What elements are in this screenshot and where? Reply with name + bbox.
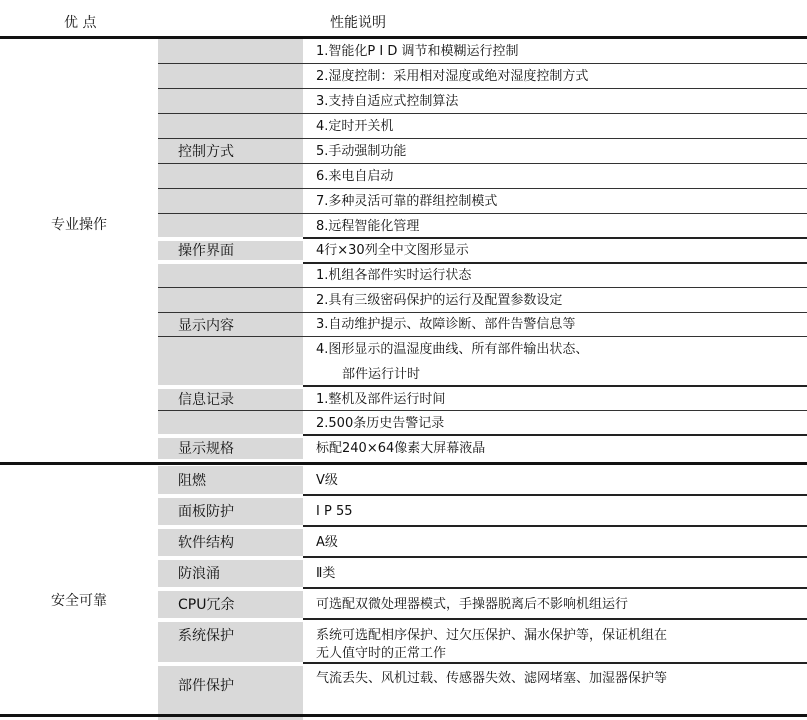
category-display-content: 显示内容 [178, 318, 234, 334]
control-item: 8.远程智能化管理 [316, 219, 420, 234]
system-value: 系统可选配相序保护、过欠压保护、漏水保护等，保证机组在 [316, 628, 668, 643]
group-gap [158, 662, 303, 666]
table-row [158, 89, 807, 114]
group-gap [158, 556, 303, 560]
category-surge: 防浪涌 [178, 566, 220, 582]
table-row [158, 139, 807, 164]
category-software: 软件结构 [178, 535, 234, 551]
display-item: 3.自动维护提示、故障诊断、部件告警信息等 [316, 317, 576, 332]
table-row [158, 496, 807, 527]
table-row [158, 558, 807, 589]
control-item: 6.来电自启动 [316, 169, 394, 184]
category-panel: 面板防护 [178, 504, 234, 520]
category-component: 部件保护 [178, 678, 234, 694]
group-gap [158, 525, 303, 529]
flame-value: V级 [316, 473, 338, 488]
software-value: A级 [316, 535, 338, 550]
ui-value: 4行×30列全中文图形显示 [316, 243, 469, 258]
category-system: 系统保护 [178, 628, 234, 644]
header-description: 性能说明 [330, 15, 386, 31]
system-value: 无人值守时的正常工作 [316, 646, 447, 661]
component-value: 气流丢失、风机过载、传感器失效、滤网堵塞、加湿器保护等 [316, 671, 668, 686]
group-professional: 专业操作 [51, 217, 107, 233]
table-row [158, 164, 807, 189]
control-item: 4.定时开关机 [316, 119, 394, 134]
control-item: 7.多种灵活可靠的群组控制模式 [316, 194, 498, 209]
display-spec-value: 标配240×64像素大屏幕液晶 [316, 441, 486, 456]
category-display-spec: 显示规格 [178, 441, 234, 457]
category-cpu: CPU冗余 [178, 597, 235, 613]
record-item: 2.500条历史告警记录 [316, 416, 445, 431]
group-gap [158, 587, 303, 591]
table-row [158, 466, 807, 496]
group-gap [158, 260, 303, 264]
category-info-record: 信息记录 [178, 392, 234, 408]
cpu-value: 可选配双微处理器模式，手操器脱离后不影响机组运行 [316, 597, 629, 612]
control-item: 2.湿度控制：采用相对湿度或绝对湿度控制方式 [316, 69, 589, 84]
control-item: 5.手动强制功能 [316, 144, 407, 159]
category-flame: 阻燃 [178, 473, 206, 489]
group-safety: 安全可靠 [51, 593, 107, 609]
table-row [158, 214, 807, 239]
record-item: 1.整机及部件运行时间 [316, 392, 446, 407]
bottom-rule [0, 714, 807, 717]
section-rule [0, 462, 807, 465]
panel-value: I P 55 [316, 504, 353, 519]
surge-value: Ⅱ类 [316, 566, 336, 581]
display-item: 4.图形显示的温湿度曲线、所有部件输出状态、 [316, 342, 589, 357]
category-ui: 操作界面 [178, 243, 234, 259]
display-item: 部件运行计时 [342, 367, 421, 382]
display-item: 1.机组各部件实时运行状态 [316, 268, 472, 283]
table-row [158, 411, 807, 436]
control-item: 1.智能化P I D 调节和模糊运行控制 [316, 44, 519, 59]
control-item: 3.支持自适应式控制算法 [316, 94, 459, 109]
group-gap [158, 237, 303, 241]
category-control-mode: 控制方式 [178, 144, 234, 160]
table-row [158, 387, 807, 411]
table-row [158, 527, 807, 558]
group-gap [158, 618, 303, 622]
table-row [158, 114, 807, 139]
table-row [158, 264, 807, 288]
display-item: 2.具有三级密码保护的运行及配置参数设定 [316, 293, 563, 308]
header-advantage: 优 点 [64, 15, 97, 31]
group-gap [158, 385, 303, 389]
group-gap [158, 434, 303, 438]
group-gap [158, 494, 303, 498]
table-header [0, 0, 807, 36]
